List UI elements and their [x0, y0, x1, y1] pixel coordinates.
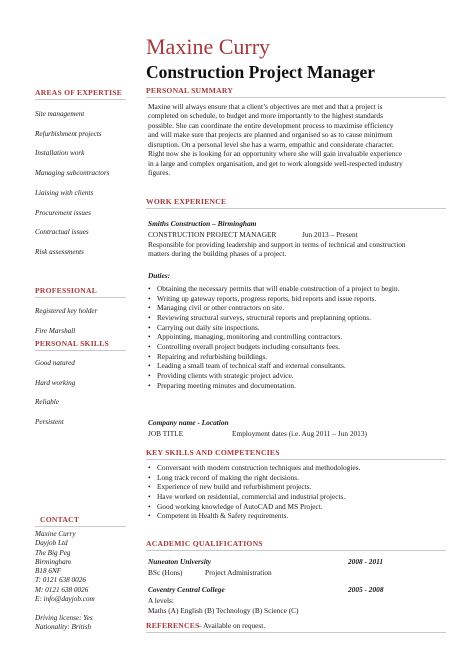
summary-paragraph — [148, 102, 446, 178]
personal-skill-item: Good natured — [35, 359, 75, 367]
summary-heading: PERSONAL SUMMARY — [146, 86, 234, 95]
duty-item — [148, 371, 399, 381]
work-experience-heading: WORK EXPERIENCE — [146, 197, 227, 206]
academic-heading: ACADEMIC QUALIFICATIONS — [146, 539, 263, 548]
description-line: matters during the building phases of a project. — [148, 249, 287, 259]
expertise-item: Risk assessments — [35, 247, 84, 256]
bullet-icon: • — [148, 491, 151, 501]
bullet-icon: • — [148, 293, 151, 303]
duty-item-text: Managing civil or other contractors on site. — [157, 303, 285, 313]
summary-line: possible. She can coordinate the entire development process to maximise efficiency — [148, 120, 394, 130]
key-skill-item — [148, 492, 360, 502]
contact-line: Nationality: British — [35, 622, 92, 631]
school-1: Nuneaton University — [148, 557, 212, 566]
contact-line: T: 0121 638 0026 — [35, 576, 86, 585]
duties-heading: Duties: — [148, 271, 171, 280]
key-skill-item-text: Experience of new build and refurbishment projects. — [157, 482, 312, 492]
duty-item — [148, 284, 399, 294]
key-skills-list — [148, 463, 360, 521]
key-skill-item — [148, 473, 360, 483]
company-name-2: Company name - Location — [148, 418, 229, 427]
key-skill-item — [148, 482, 360, 492]
duties-list — [148, 284, 399, 390]
contact-line — [35, 604, 127, 613]
summary-line: disruption. On a personal level she has a warm, empathic and considerate character. — [148, 139, 394, 149]
duty-item — [148, 352, 399, 362]
expertise-item: Liaising with clients — [35, 188, 94, 197]
bullet-icon: • — [148, 501, 151, 511]
key-skill-item-text: Have worked on residential, commercial and industrial projects. — [157, 491, 346, 501]
bullet-icon: • — [148, 482, 151, 492]
summary-line: in a large and complex organisation, and get to work alongside well-respected industry — [148, 158, 403, 168]
role-description — [148, 240, 446, 259]
duty-item-text: Obtaining the necessary permits that will enable construction of a project to begin. — [157, 284, 400, 293]
bullet-icon: • — [148, 361, 151, 371]
expertise-item: Installation work — [35, 149, 85, 158]
role-title: CONSTRUCTION PROJECT MANAGER — [148, 230, 277, 239]
duty-item-text: Carrying out daily site inspections. — [157, 322, 260, 332]
divider — [35, 297, 126, 298]
contact-line: Birmingham — [35, 557, 71, 566]
divider — [146, 208, 446, 209]
contact-line: Driving license: Yes — [35, 613, 93, 622]
degree-type: BSc (Hons) — [148, 568, 183, 577]
duty-item-text: Writing up gateway reports, progress reports, bid reports and issue reports. — [157, 293, 377, 303]
contact-line: M: 0121 638 0026 — [35, 585, 89, 594]
bullet-icon: • — [148, 472, 151, 482]
professional-item: Registered key holder — [35, 307, 98, 315]
expertise-item: Refurbishment projects — [35, 129, 102, 138]
contact-line: B18 6NF — [35, 567, 62, 576]
personal-skill-item: Reliable — [35, 398, 59, 407]
divider — [146, 632, 446, 633]
key-skill-item-text: Good working knowledge of AutoCAD and MS Project. — [157, 501, 323, 511]
summary-line: figures. — [148, 168, 171, 178]
key-skill-item — [148, 463, 360, 473]
key-skill-item — [148, 511, 360, 521]
degree-subject: Project Administration — [205, 568, 272, 577]
role-dates: Jun 2013 – Present — [302, 230, 358, 239]
job-title-heading: Construction Project Manager — [146, 62, 376, 82]
bullet-icon: • — [148, 463, 151, 472]
references-text: – Available on request. — [198, 621, 266, 630]
bullet-icon: • — [148, 351, 151, 361]
duty-item — [148, 342, 399, 352]
school-1-dates: 2008 - 2011 — [348, 557, 384, 566]
summary-line: completed on schedule, to budget and more importantly to the highest standards — [148, 111, 383, 121]
expertise-item: Site management — [35, 110, 85, 118]
expertise-item: Managing subcontractors — [35, 169, 110, 178]
role-title-2: JOB TITLE — [148, 429, 184, 438]
bullet-icon: • — [148, 284, 151, 293]
expertise-item: Contractual issues — [35, 228, 89, 237]
contact-line: Dayjob Ltd — [35, 539, 68, 548]
expertise-item: Procurement issues — [35, 208, 91, 217]
summary-line: Maxine will always ensure that a client’s objectives are met and that a project is — [148, 102, 383, 111]
school-2: Coventry Central College — [148, 585, 225, 594]
bullet-icon: • — [148, 380, 151, 390]
bullet-icon: • — [148, 341, 151, 351]
bullet-icon: • — [148, 332, 151, 342]
duty-item — [148, 323, 399, 333]
duty-item — [148, 313, 399, 323]
key-skill-item-text: Long track record of making the right decisions. — [157, 472, 299, 482]
bullet-icon: • — [148, 312, 151, 322]
key-skill-item-text: Conversant with modern construction techniques and methodologies. — [157, 463, 361, 472]
divider — [35, 99, 126, 100]
duty-item-text: Controlling overall project budgets including consultants fees. — [157, 341, 340, 351]
duty-item — [148, 332, 399, 342]
summary-line: Right now she is looking for an opportunity where she will gain invaluable experience — [148, 149, 402, 159]
bullet-icon: • — [148, 303, 151, 313]
duty-item-text: Providing clients with strategic project advice. — [157, 370, 294, 380]
a-levels-subjects: Maths (A) English (B) Technology (B) Science (C) — [148, 606, 299, 615]
candidate-name: Maxine Curry — [146, 34, 271, 59]
duty-item — [148, 303, 399, 313]
duty-item-text: Repairing and refurbishing buildings. — [157, 351, 268, 361]
summary-line: and will make sure that projects are planned and organised so as to cause minimum — [148, 130, 393, 140]
bullet-icon: • — [148, 370, 151, 380]
duty-item-text: Preparing meeting minutes and documentation. — [157, 380, 296, 390]
expertise-heading: AREAS OF EXPERTISE — [35, 88, 123, 97]
divider — [35, 350, 126, 351]
personal-skill-item: Persistent — [35, 418, 64, 427]
contact-details — [35, 530, 127, 632]
personal-skill-item: Hard working — [35, 378, 76, 387]
contact-heading: CONTACT — [40, 515, 80, 524]
duty-item — [148, 381, 399, 391]
description-line: Responsible for providing leadership and support in terms of technical and construction — [148, 240, 406, 249]
professional-item: Fire Marshall — [35, 326, 76, 335]
divider — [146, 459, 446, 460]
key-skill-item — [148, 502, 360, 512]
divider — [35, 526, 126, 527]
duty-item-text: Appointing, managing, monitoring and controlling contractors. — [157, 332, 343, 342]
bullet-icon: • — [148, 322, 151, 332]
key-skills-heading: KEY SKILLS AND COMPETENCIES — [146, 448, 280, 457]
duty-item — [148, 294, 399, 304]
divider — [146, 97, 446, 98]
contact-line: The Big Peg — [35, 548, 71, 557]
role-dates-2: Employment dates (i.e. Aug 2011 – Jun 2013) — [232, 429, 367, 438]
professional-heading: PROFESSIONAL — [35, 286, 98, 295]
duty-item — [148, 361, 399, 371]
school-2-dates: 2005 - 2008 — [348, 585, 384, 594]
company-name: Smiths Construction – Birmingham — [148, 219, 257, 228]
duty-item-text: Reviewing structural surveys, structural reports and preplanning options. — [157, 312, 371, 322]
duty-item-text: Leading a small team of technical staff and external consultants. — [157, 361, 346, 371]
bullet-icon: • — [148, 511, 151, 521]
key-skill-item-text: Competent in Health & Safety requirements. — [157, 511, 289, 521]
contact-line: E: info@dayjob.com — [35, 595, 95, 604]
contact-line: Maxine Curry — [35, 530, 76, 538]
a-levels-label: A levels: — [148, 596, 174, 605]
divider — [146, 550, 446, 551]
personal-skills-heading: PERSONAL SKILLS — [35, 339, 110, 348]
references-heading: REFERENCES — [146, 621, 200, 630]
